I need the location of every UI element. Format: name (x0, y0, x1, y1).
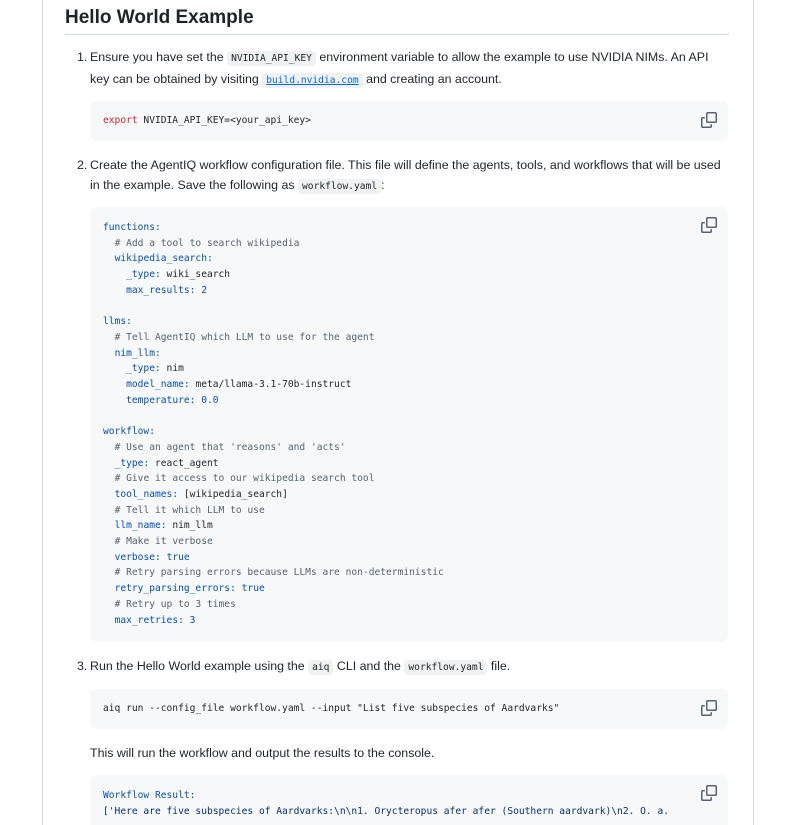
code-text (103, 220, 444, 628)
left-border (42, 0, 43, 825)
step-text-part: CLI and the (333, 659, 405, 673)
step-2 (77, 155, 727, 197)
step-text-part: Create the AgentIQ workflow configuration file. This file will define the agents, tools, and workflows that will be used in the example. Save the following as (90, 158, 721, 192)
result-label: Workflow Result: (103, 790, 196, 801)
inline-code: build.nvidia.com (262, 73, 362, 88)
yaml-key: llm_name: (114, 520, 167, 532)
step-text-part: : (381, 178, 385, 192)
copy-icon (701, 217, 717, 233)
code-block-export (90, 101, 728, 141)
step-text-part: Ensure you have set the (90, 50, 228, 64)
step-text-part: and creating an account. (362, 72, 502, 86)
yaml-value: 0.0 (201, 394, 219, 406)
step-number: 3. (77, 659, 88, 673)
right-border (753, 0, 754, 825)
copy-icon (701, 112, 717, 128)
step-1 (77, 47, 727, 91)
copy-button[interactable] (701, 785, 717, 801)
copy-button[interactable] (701, 700, 717, 716)
inline-code: workflow.yaml (298, 179, 381, 194)
yaml-key: model_name: (126, 379, 190, 391)
code-text (103, 113, 311, 129)
yaml-comment: # Retry parsing errors because LLMs are non-deterministic (114, 567, 444, 579)
step-number: 2. (77, 158, 88, 172)
yaml-value: nim (166, 363, 184, 375)
yaml-key: functions: (103, 222, 161, 233)
copy-icon (701, 700, 717, 716)
step-text-part: Run the Hello World example using the (90, 659, 309, 673)
yaml-value: meta/llama-3.1-70b-instruct (195, 379, 352, 391)
copy-button[interactable] (701, 217, 717, 233)
code-text-rest: NVIDIA_API_KEY=<your_api_key> (137, 115, 311, 126)
code-block-workflow-yaml (90, 207, 728, 642)
yaml-comment: # Retry up to 3 times (114, 598, 236, 610)
yaml-value: 2 (201, 284, 207, 296)
yaml-comment: # Tell it which LLM to use (114, 504, 265, 516)
code-block-result (90, 775, 728, 825)
yaml-value: wiki_search (166, 269, 231, 281)
step-3 (77, 656, 727, 678)
step-text (90, 656, 727, 678)
copy-icon (701, 785, 717, 801)
yaml-comment: # Use an agent that 'reasons' and 'acts' (114, 441, 346, 453)
yaml-comment: # Make it verbose (114, 536, 213, 548)
yaml-value: 3 (189, 614, 196, 626)
copy-button[interactable] (701, 112, 717, 128)
yaml-value: true (166, 551, 190, 563)
yaml-comment: # Tell AgentIQ which LLM to use for the agent (114, 331, 375, 343)
yaml-key: _type: (126, 269, 161, 281)
heading-divider (65, 34, 729, 35)
output-note: This will run the workflow and output the results to the console. (90, 746, 435, 760)
yaml-value: true (241, 583, 265, 595)
yaml-value: react_agent (155, 457, 219, 469)
build-nvidia-link[interactable] (262, 72, 362, 86)
yaml-comment: # Give it access to our wikipedia search tool (114, 473, 375, 485)
yaml-key: wikipedia_search: (114, 253, 213, 265)
yaml-key: temperature: (126, 394, 196, 406)
result-value: ['Here are five subspecies of Aardvarks:\n\n1. Orycteropus afer afer (Southern aardvark)\n2. O. a. (103, 805, 670, 817)
code-keyword: export (103, 115, 138, 126)
yaml-comment: # Add a tool to search wikipedia (114, 237, 300, 249)
yaml-value: nim_llm (172, 520, 213, 532)
yaml-key: max_retries: (114, 614, 184, 626)
section-heading: Hello World Example (65, 7, 254, 28)
code-text (103, 788, 669, 819)
yaml-key: nim_llm: (114, 347, 161, 359)
yaml-key: tool_names: (114, 488, 179, 500)
yaml-key: retry_parsing_errors: (114, 583, 236, 595)
yaml-key: llms: (103, 316, 132, 328)
inline-code: NVIDIA_API_KEY (227, 51, 316, 66)
yaml-key: _type: (126, 363, 161, 375)
yaml-key: workflow: (103, 426, 155, 438)
inline-code: workflow.yaml (404, 660, 487, 675)
code-block-run-command (90, 689, 728, 729)
yaml-value: [wikipedia_search] (183, 488, 288, 500)
yaml-key: max_results: (126, 284, 196, 296)
step-text (90, 155, 727, 197)
step-text-part: environment variable to allow the example to use NVIDIA NIMs. An API key can be obtained by visiting (90, 50, 709, 86)
step-text-part: file. (487, 659, 511, 673)
yaml-key: verbose: (114, 551, 161, 563)
yaml-key: _type: (114, 457, 150, 469)
step-number: 1. (77, 50, 88, 64)
code-text: aiq run --config_file workflow.yaml --input "List five subspecies of Aardvarks" (103, 703, 560, 714)
step-text (90, 47, 727, 91)
inline-code: aiq (308, 660, 333, 675)
